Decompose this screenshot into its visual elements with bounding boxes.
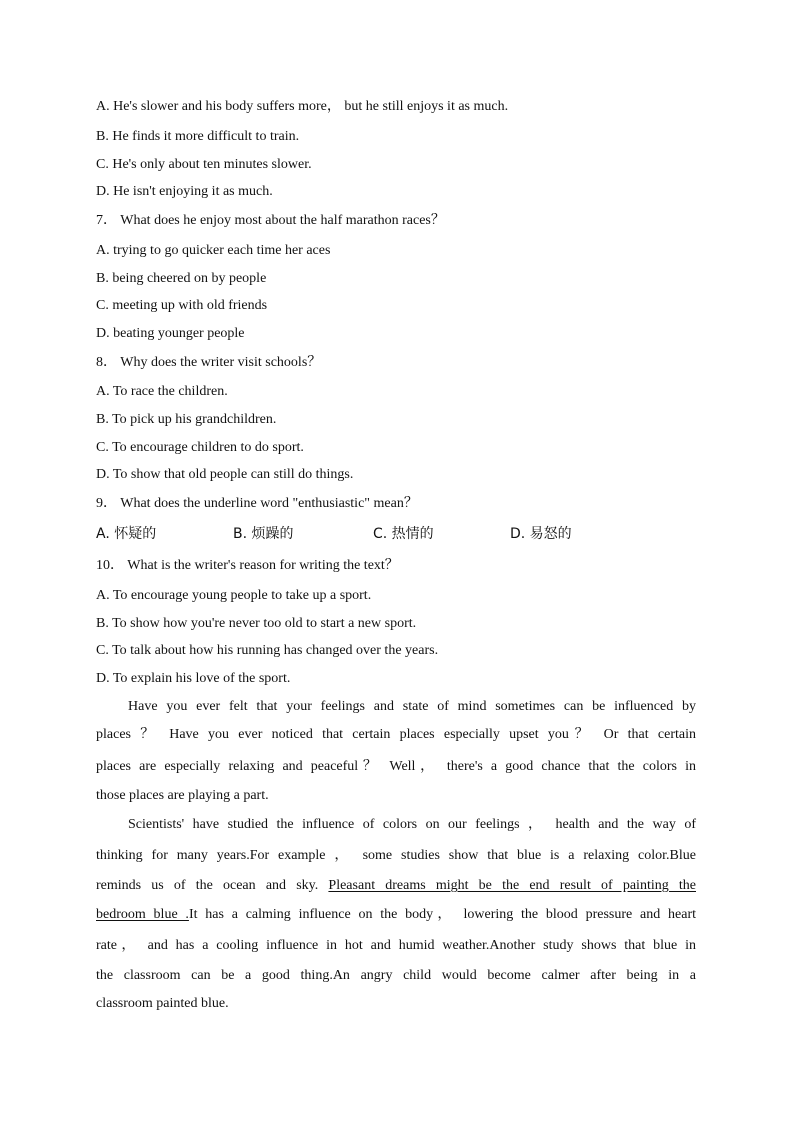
q7-option-b: B. being cheered on by people <box>96 271 267 286</box>
paragraph-line: places ？ Have you ever noticed that certain places especially upset you？ Or that certain <box>96 727 696 742</box>
q6-option-a: A. He's slower and his body suffers more， but he still enjoys it as much. <box>96 99 509 114</box>
underlined-sentence: Pleasant dreams might be the end result of painting the <box>328 878 696 893</box>
paragraph-line: rate， and has a cooling influence in hot and humid weather.Another study shows that blue in <box>96 938 696 953</box>
q8-option-a: A. To race the children. <box>96 384 228 399</box>
q7-option-d: D. beating younger people <box>96 326 245 341</box>
q9-option-d: D. 易怒的 <box>510 526 572 542</box>
q7-option-c: C. meeting up with old friends <box>96 298 268 313</box>
q8-question: 8． Why does the writer visit schools？ <box>96 355 322 370</box>
q6-option-d: D. He isn't enjoying it as much. <box>96 184 273 199</box>
q9-options <box>96 523 616 545</box>
paragraph-line: Have you ever felt that your feelings and state of mind sometimes can be influenced by <box>128 699 696 714</box>
q10-question: 10． What is the writer's reason for writing the text？ <box>96 558 399 573</box>
q9-question: 9． What does the underline word "enthusiastic" mean？ <box>96 496 418 511</box>
paragraph-line: thinking for many years.For example ， some studies show that blue is a relaxing color.Blue <box>96 848 696 863</box>
q8-option-d: D. To show that old people can still do things. <box>96 467 354 482</box>
passage-paragraph-1 <box>96 697 696 806</box>
q9-option-c: C. 热情的 <box>373 526 434 542</box>
q6-option-c: C. He's only about ten minutes slower. <box>96 157 312 172</box>
q10-option-c: C. To talk about how his running has changed over the years. <box>96 643 439 658</box>
paragraph-line: those places are playing a part. <box>96 788 269 803</box>
q10-option-d: D. To explain his love of the sport. <box>96 671 291 686</box>
passage-paragraph-2 <box>96 815 696 1014</box>
q9-option-a: A. 怀疑的 <box>96 526 157 542</box>
q6-option-b: B. He finds it more difficult to train. <box>96 129 300 144</box>
q7-option-a: A. trying to go quicker each time her aces <box>96 243 331 258</box>
paragraph-line: places are especially relaxing and peaceful？ Well， there's a good chance that the colors in <box>96 759 696 774</box>
paragraph-line <box>96 876 696 896</box>
underlined-sentence-end: bedroom blue . <box>96 907 189 922</box>
paragraph-line <box>96 905 696 925</box>
q10-option-a: A. To encourage young people to take up a sport. <box>96 588 372 603</box>
q7-question: 7． What does he enjoy most about the half marathon races？ <box>96 213 445 228</box>
q8-option-c: C. To encourage children to do sport. <box>96 440 304 455</box>
line-text: It has a calming influence on the body， lowering the blood pressure and heart <box>188 907 696 922</box>
paragraph-line: classroom painted blue. <box>96 996 229 1011</box>
paragraph-line: the classroom can be a good thing.An angry child would become calmer after being in a <box>96 968 696 983</box>
paragraph-line: Scientists' have studied the influence of colors on our feelings ， health and the way of <box>128 817 696 832</box>
q10-option-b: B. To show how you're never too old to start a new sport. <box>96 616 417 631</box>
q8-option-b: B. To pick up his grandchildren. <box>96 412 277 427</box>
q9-option-b: B. 烦躁的 <box>233 526 294 542</box>
line-text: reminds us of the ocean and sky. <box>96 878 329 893</box>
